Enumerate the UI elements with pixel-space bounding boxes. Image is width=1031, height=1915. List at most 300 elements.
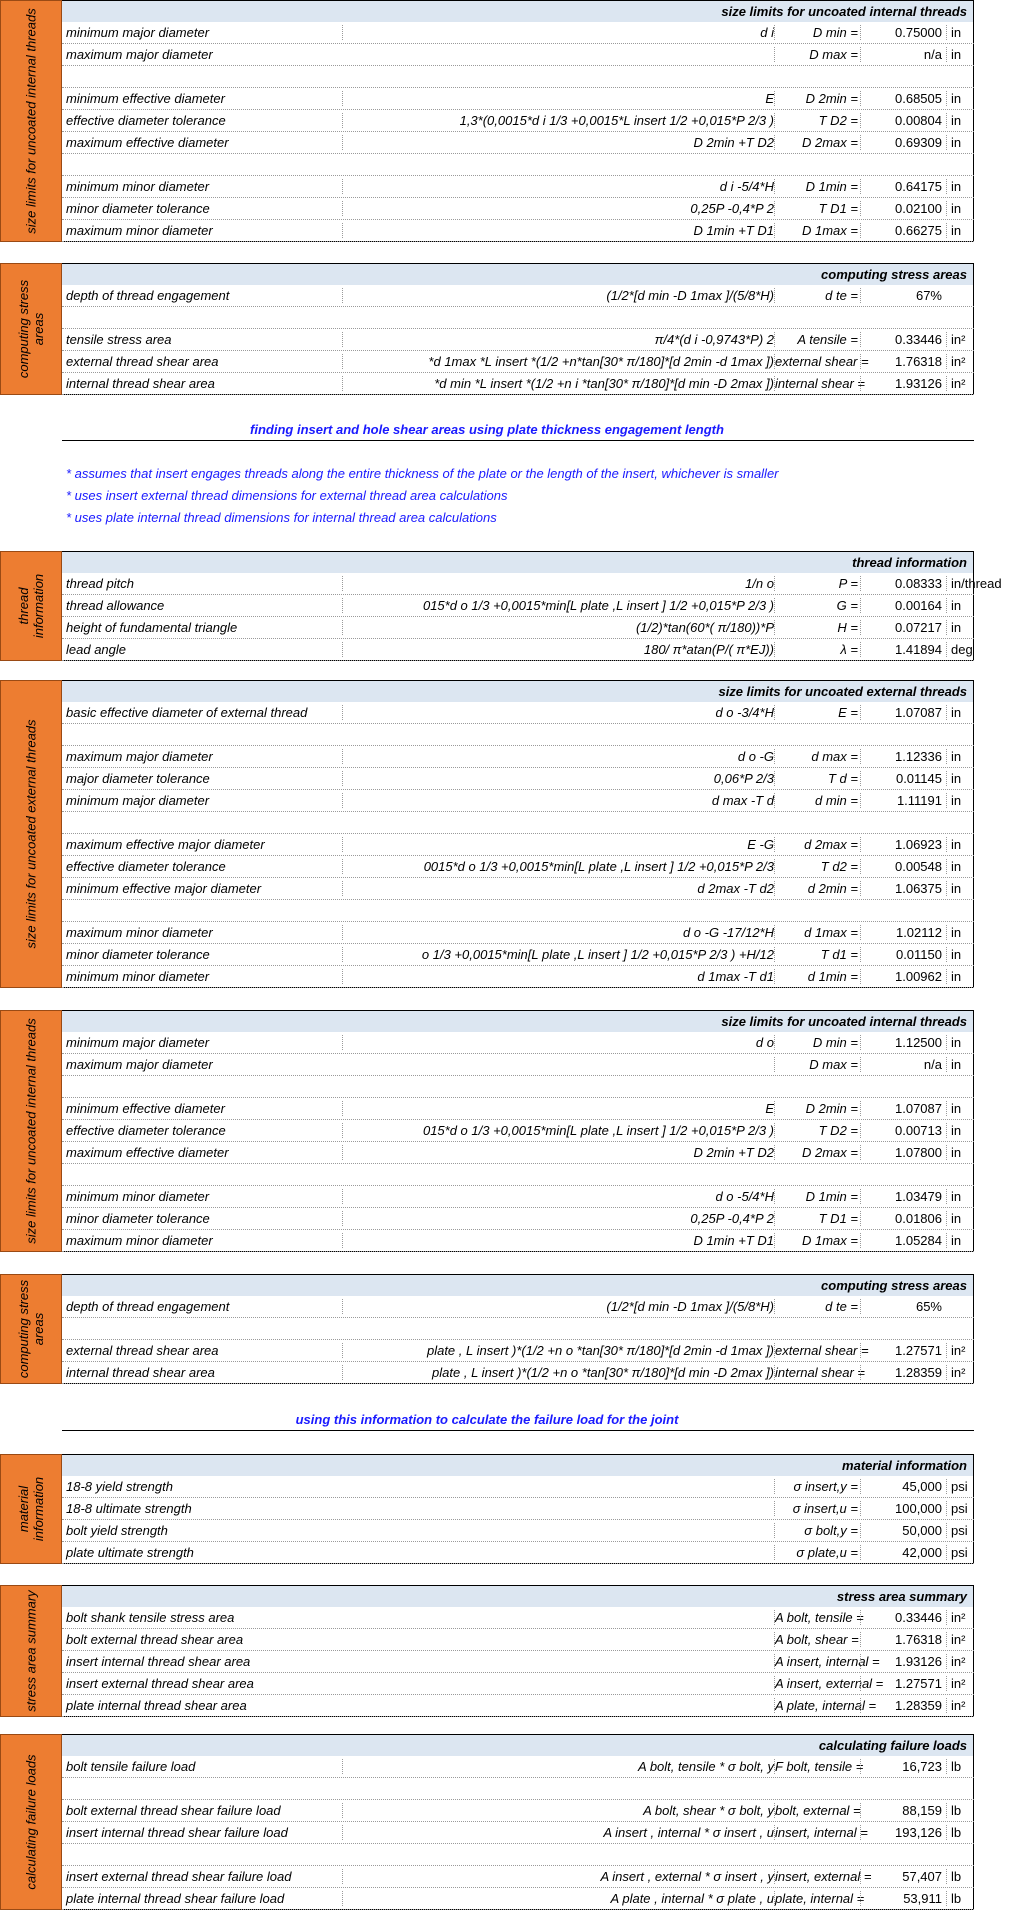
section-header-text: computing stress areas [821,267,967,282]
table-row [62,1476,974,1498]
cell-sym: d min = [774,793,860,808]
table-row [62,1695,974,1717]
cell-unit: psi [946,1501,1031,1516]
cell-sym: D 1min = [774,179,860,194]
cell-val: 53,911 [860,1891,946,1906]
cell-val: 0.68505 [860,91,946,106]
cell-formula: D 1min +T D1 [342,223,774,238]
cell-label: maximum effective major diameter [66,837,265,852]
cell-val: 1.12336 [860,749,946,764]
cell-sym: D 2min = [774,1101,860,1116]
cell-label: minimum major diameter [66,793,210,808]
table-row [62,1120,974,1142]
cell-unit: in [946,1123,1031,1138]
cell-label: minimum effective major diameter [66,881,262,896]
cell-label: thread pitch [66,576,134,591]
cell-label: insert external thread shear failure load [66,1869,292,1884]
cell-sym: plate, internal = [775,1891,865,1906]
cell-label: effective diameter tolerance [66,1123,226,1138]
cell-formula: d i [342,25,774,40]
cell-sym: F bolt, tensile = [775,1759,864,1774]
cell-val: 88,159 [860,1803,946,1818]
cell-val: 0.01145 [860,771,946,786]
cell-label: thread allowance [66,598,165,613]
cell-sym: A bolt, tensile = [775,1610,864,1625]
cell-unit: in [946,771,1031,786]
cell-formula: D 1min +T D1 [342,1233,774,1248]
table-row [62,66,974,88]
note-1: * assumes that insert engages threads along the entire thickness of the plate or the length of the insert, whichever is smaller [66,466,779,481]
cell-label: maximum effective diameter [66,1145,229,1160]
table-row [62,639,974,661]
cell-sym: T D2 = [774,1123,860,1138]
section-header-text: material information [842,1458,967,1473]
cell-label: minimum minor diameter [66,179,210,194]
cell-unit: in [946,749,1031,764]
cell-val: 1.28359 [860,1698,946,1713]
cell-unit: in [946,620,1031,635]
cell-val: 0.33446 [860,1610,946,1625]
cell-sym: σ bolt,y = [774,1523,860,1538]
section-side-text: size limits for uncoated internal threads [23,1018,39,1244]
cell-val: 67% [860,288,946,303]
cell-unit: in² [946,1610,1031,1625]
cell-sym: T D1 = [774,1211,860,1226]
section-side-label [0,1010,62,1252]
cell-val: 1.28359 [860,1365,946,1380]
table-row [62,22,974,44]
cell-val: 57,407 [860,1869,946,1884]
table-row [62,1778,974,1800]
cell-unit: lb [946,1825,1031,1840]
cell-unit: in/thread [946,576,1031,591]
cell-formula: 1,3*(0,0015*d i 1/3 +0,0015*L insert 1/2 +0,015*P 2/3 ) [342,113,774,128]
section-side-text: calculating failure loads [23,1754,39,1890]
cell-formula: E [342,91,774,106]
section-side-label [0,1585,62,1717]
cell-sym: A plate, internal = [775,1698,877,1713]
cell-sym: D 1max = [774,1233,860,1248]
table-row [62,1186,974,1208]
cell-formula: A insert , external * σ insert , y [342,1869,774,1884]
cell-label: major diameter tolerance [66,771,210,786]
cell-label: maximum major diameter [66,47,213,62]
table-row [62,1054,974,1076]
cell-val: 1.93126 [860,376,946,391]
cell-sym: d max = [774,749,860,764]
table-row [62,1844,974,1866]
cell-formula: D 2min +T D2 [342,135,774,150]
section-side-text: size limits for uncoated internal threads [23,8,39,234]
section-side-text: stress area summary [23,1590,39,1712]
cell-val: n/a [860,47,946,62]
cell-unit: in [946,1057,1031,1072]
cell-label: minimum effective diameter [66,1101,225,1116]
section [0,1454,974,1564]
cell-unit: in [946,837,1031,852]
cell-val: 1.06375 [860,881,946,896]
cell-unit: in² [946,1654,1031,1669]
table-row [62,1888,974,1910]
cell-unit: in² [946,1632,1031,1647]
cell-unit: in [946,1189,1031,1204]
cell-unit: in² [946,376,1031,391]
cell-val: 1.27571 [860,1676,946,1691]
cell-unit: in [946,598,1031,613]
cell-val: 0.66275 [860,223,946,238]
table-row [62,1498,974,1520]
section [0,1010,974,1252]
cell-val: 0.00713 [860,1123,946,1138]
cell-val: 1.03479 [860,1189,946,1204]
table-row [62,132,974,154]
cell-val: 1.06923 [860,837,946,852]
section-header [62,1010,974,1032]
table-row [62,1142,974,1164]
cell-unit: in [946,705,1031,720]
table-row [62,1098,974,1120]
cell-sym: D 2min = [774,91,860,106]
table-row [62,1756,974,1778]
cell-sym: A tensile = [774,332,860,347]
section-header-text: size limits for uncoated external threads [718,684,967,699]
section-header [62,1585,974,1607]
cell-sym: D max = [774,47,860,62]
cell-unit: in² [946,1343,1031,1358]
table-row [62,595,974,617]
cell-sym: external shear = [775,1343,869,1358]
table-row [62,1673,974,1695]
cell-val: 100,000 [860,1501,946,1516]
cell-unit: in² [946,1365,1031,1380]
cell-sym: E = [774,705,860,720]
cell-unit: in [946,969,1031,984]
cell-label: bolt external thread shear area [66,1632,244,1647]
cell-val: 65% [860,1299,946,1314]
cell-unit: psi [946,1523,1031,1538]
cell-formula: *d 1max *L insert *(1/2 +n*tan[30* π/180]*[d 2min -d 1max ]) [342,354,774,369]
cell-sym: D 1max = [774,223,860,238]
cell-formula: (1/2)*tan(60*( π/180))*P [342,620,774,635]
table-row [62,1800,974,1822]
table-row [62,1296,974,1318]
cell-unit: in [946,925,1031,940]
cell-formula: E -G [342,837,774,852]
cell-formula: (1/2*[d min -D 1max ]/(5/8*H) [342,1299,774,1314]
cell-label: plate ultimate strength [66,1545,194,1560]
cell-sym: external shear = [775,354,869,369]
cell-val: 50,000 [860,1523,946,1538]
cell-sym: A insert, internal = [775,1654,880,1669]
section-header [62,1734,974,1756]
cell-label: tensile stress area [66,332,172,347]
cell-sym: λ = [774,642,860,657]
cell-sym: D min = [774,1035,860,1050]
cell-sym: D max = [774,1057,860,1072]
section-side-label [0,1454,62,1564]
cell-val: n/a [860,1057,946,1072]
cell-unit: in [946,135,1031,150]
cell-label: lead angle [66,642,126,657]
cell-label: effective diameter tolerance [66,113,226,128]
section-side-label [0,1734,62,1910]
section-header [62,680,974,702]
cell-label: maximum minor diameter [66,1233,213,1248]
cell-label: minimum effective diameter [66,91,225,106]
cell-formula: d i -5/4*H [342,179,774,194]
table-row [62,944,974,966]
cell-val: 1.07087 [860,705,946,720]
cell-formula: (1/2*[d min -D 1max ]/(5/8*H) [342,288,774,303]
cell-unit: in² [946,354,1031,369]
cell-val: 1.02112 [860,925,946,940]
cell-unit: in² [946,332,1031,347]
cell-unit: lb [946,1759,1031,1774]
table-row [62,1629,974,1651]
cell-val: 0.00548 [860,859,946,874]
cell-label: minor diameter tolerance [66,947,210,962]
cell-formula: E [342,1101,774,1116]
table-row [62,1542,974,1564]
cell-sym: T D1 = [774,201,860,216]
section-side-label [0,551,62,661]
cell-unit: in [946,881,1031,896]
cell-sym: d te = [774,288,860,303]
cell-val: 0.01806 [860,1211,946,1226]
table-row [62,1230,974,1252]
cell-formula: A bolt, tensile * σ bolt, y [342,1759,774,1774]
cell-unit: in [946,25,1031,40]
cell-label: depth of thread engagement [66,1299,230,1314]
cell-val: 1.41894 [860,642,946,657]
cell-val: 193,126 [860,1825,946,1840]
table-row [62,220,974,242]
section-title-plate-engagement: finding insert and hole shear areas using plate thickness engagement length [250,422,724,437]
table-row [62,44,974,66]
cell-formula: D 2min +T D2 [342,1145,774,1160]
table-row [62,351,974,373]
section-header-text: stress area summary [836,1589,967,1604]
cell-sym: D min = [774,25,860,40]
cell-unit: in [946,223,1031,238]
table-row [62,1362,974,1384]
cell-label: maximum minor diameter [66,925,213,940]
title-underline [62,1430,974,1431]
cell-label: maximum major diameter [66,749,213,764]
cell-val: 45,000 [860,1479,946,1494]
cell-val: 0.69309 [860,135,946,150]
cell-sym: d 1max = [774,925,860,940]
cell-sym: σ insert,y = [774,1479,860,1494]
section [0,1734,974,1910]
cell-unit: in [946,859,1031,874]
cell-formula: π/4*(d i -0,9743*P) 2 [342,332,774,347]
cell-sym: D 2max = [774,1145,860,1160]
cell-label: maximum minor diameter [66,223,213,238]
cell-label: minimum major diameter [66,25,210,40]
cell-sym: σ insert,u = [774,1501,860,1516]
cell-sym: H = [774,620,860,635]
cell-label: minimum major diameter [66,1035,210,1050]
table-row [62,198,974,220]
section-side-text: computing stress areas [16,279,46,379]
cell-sym: D 2max = [774,135,860,150]
cell-formula: 015*d o 1/3 +0,0015*min[L plate ,L insert ] 1/2 +0,015*P 2/3 ) [342,598,774,613]
cell-unit: in [946,179,1031,194]
cell-val: 1.93126 [860,1654,946,1669]
table-row [62,1866,974,1888]
table-row [62,768,974,790]
cell-label: internal thread shear area [66,1365,215,1380]
cell-unit: lb [946,1803,1031,1818]
cell-label: bolt tensile failure load [66,1759,196,1774]
cell-sym: internal shear = [775,376,865,391]
cell-label: insert internal thread shear failure load [66,1825,288,1840]
cell-unit: in [946,113,1031,128]
cell-sym: insert, external = [775,1869,872,1884]
section [0,680,974,988]
cell-formula: d o -G [342,749,774,764]
cell-sym: σ plate,u = [774,1545,860,1560]
cell-val: 1.27571 [860,1343,946,1358]
cell-label: minimum minor diameter [66,969,210,984]
cell-label: insert internal thread shear area [66,1654,251,1669]
table-row [62,790,974,812]
cell-unit: in [946,91,1031,106]
cell-unit: psi [946,1479,1031,1494]
cell-sym: d 1min = [774,969,860,984]
cell-label: insert external thread shear area [66,1676,254,1691]
cell-formula: A plate , internal * σ plate , u [342,1891,774,1906]
cell-formula: o 1/3 +0,0015*min[L plate ,L insert ] 1/2 +0,015*P 2/3 ) +H/12 [342,947,774,962]
cell-label: maximum major diameter [66,1057,213,1072]
cell-unit: in [946,1233,1031,1248]
table-row [62,1822,974,1844]
cell-formula: A bolt, shear * σ bolt, y [342,1803,774,1818]
cell-formula: 0015*d o 1/3 +0,0015*min[L plate ,L insert ] 1/2 +0,015*P 2/3 [342,859,774,874]
cell-sym: P = [774,576,860,591]
table-row [62,573,1002,595]
cell-val: 0.08333 [860,576,946,591]
cell-unit: in [946,1211,1031,1226]
section-side-label [0,1274,62,1384]
cell-label: minimum minor diameter [66,1189,210,1204]
cell-val: 0.33446 [860,332,946,347]
table-row [62,724,974,746]
cell-formula: d 1max -T d1 [342,969,774,984]
table-row [62,285,974,307]
cell-formula: plate , L insert )*(1/2 +n o *tan[30* π/180]*[d 2min -d 1max ]) [342,1343,774,1358]
cell-label: 18-8 yield strength [66,1479,173,1494]
table-row [62,617,974,639]
cell-sym: T d1 = [774,947,860,962]
cell-val: 42,000 [860,1545,946,1560]
cell-unit: in [946,793,1031,808]
cell-label: height of fundamental triangle [66,620,238,635]
cell-formula: d o [342,1035,774,1050]
table-row [62,1651,974,1673]
cell-sym: D 1min = [774,1189,860,1204]
cell-formula: d o -3/4*H [342,705,774,720]
cell-unit: in² [946,1698,1031,1713]
cell-formula: 0,25P -0,4*P 2 [342,1211,774,1226]
cell-val: 0.02100 [860,201,946,216]
section-side-label [0,0,62,242]
table-row [62,702,974,724]
cell-formula: plate , L insert )*(1/2 +n o *tan[30* π/180]*[d min -D 2max ]) [342,1365,774,1380]
cell-label: 18-8 ultimate strength [66,1501,192,1516]
cell-val: 1.12500 [860,1035,946,1050]
cell-unit: in² [946,1676,1031,1691]
section-side-label [0,263,62,395]
cell-unit: in [946,1145,1031,1160]
cell-val: 1.76318 [860,1632,946,1647]
cell-sym: T d = [774,771,860,786]
cell-unit: in [946,1035,1031,1050]
section-side-label [0,680,62,988]
section-side-text: size limits for uncoated external threads [23,719,39,949]
section-side-text: computing stress areas [16,1279,46,1379]
section-header-text: computing stress areas [821,1278,967,1293]
cell-sym: A insert, external = [775,1676,884,1691]
cell-sym: d 2max = [774,837,860,852]
note-2: * uses insert external thread dimensions for external thread area calculations [66,488,508,503]
table-row [62,812,974,834]
section-header [62,551,974,573]
cell-formula: 180/ π*atan(P/( π*EJ)) [342,642,774,657]
cell-label: basic effective diameter of external thread [66,705,308,720]
table-row [62,856,974,878]
cell-sym: bolt, external = [775,1803,861,1818]
cell-val: 1.00962 [860,969,946,984]
table-row [62,1340,974,1362]
cell-sym: d 2min = [774,881,860,896]
cell-label: minor diameter tolerance [66,1211,210,1226]
cell-val: 1.11191 [860,793,946,808]
table-row [62,154,974,176]
cell-formula: *d min *L insert *(1/2 +n i *tan[30* π/180]*[d min -D 2max ]) [342,376,774,391]
section [0,263,974,395]
section-side-text: thread information [16,573,46,639]
section-header [62,263,974,285]
table-row [62,1607,974,1629]
cell-unit: lb [946,1869,1031,1884]
table-row [62,746,974,768]
cell-label: minor diameter tolerance [66,201,210,216]
table-row [62,88,974,110]
cell-label: maximum effective diameter [66,135,229,150]
cell-formula: 0,06*P 2/3 [342,771,774,786]
table-row [62,1318,974,1340]
cell-unit: deg [946,642,1031,657]
cell-unit: in [946,1101,1031,1116]
cell-label: external thread shear area [66,354,219,369]
cell-unit: psi [946,1545,1031,1560]
cell-sym: d te = [774,1299,860,1314]
cell-formula: 015*d o 1/3 +0,0015*min[L plate ,L insert ] 1/2 +0,015*P 2/3 ) [342,1123,774,1138]
cell-label: depth of thread engagement [66,288,230,303]
table-row [62,1164,974,1186]
section-header [62,1454,974,1476]
cell-unit: in [946,201,1031,216]
cell-formula: A insert , internal * σ insert , u [342,1825,774,1840]
table-row [62,1032,974,1054]
cell-unit: lb [946,1891,1031,1906]
cell-formula: d o -G -17/12*H [342,925,774,940]
section [0,1274,974,1384]
cell-sym: T D2 = [774,113,860,128]
table-row [62,373,974,395]
